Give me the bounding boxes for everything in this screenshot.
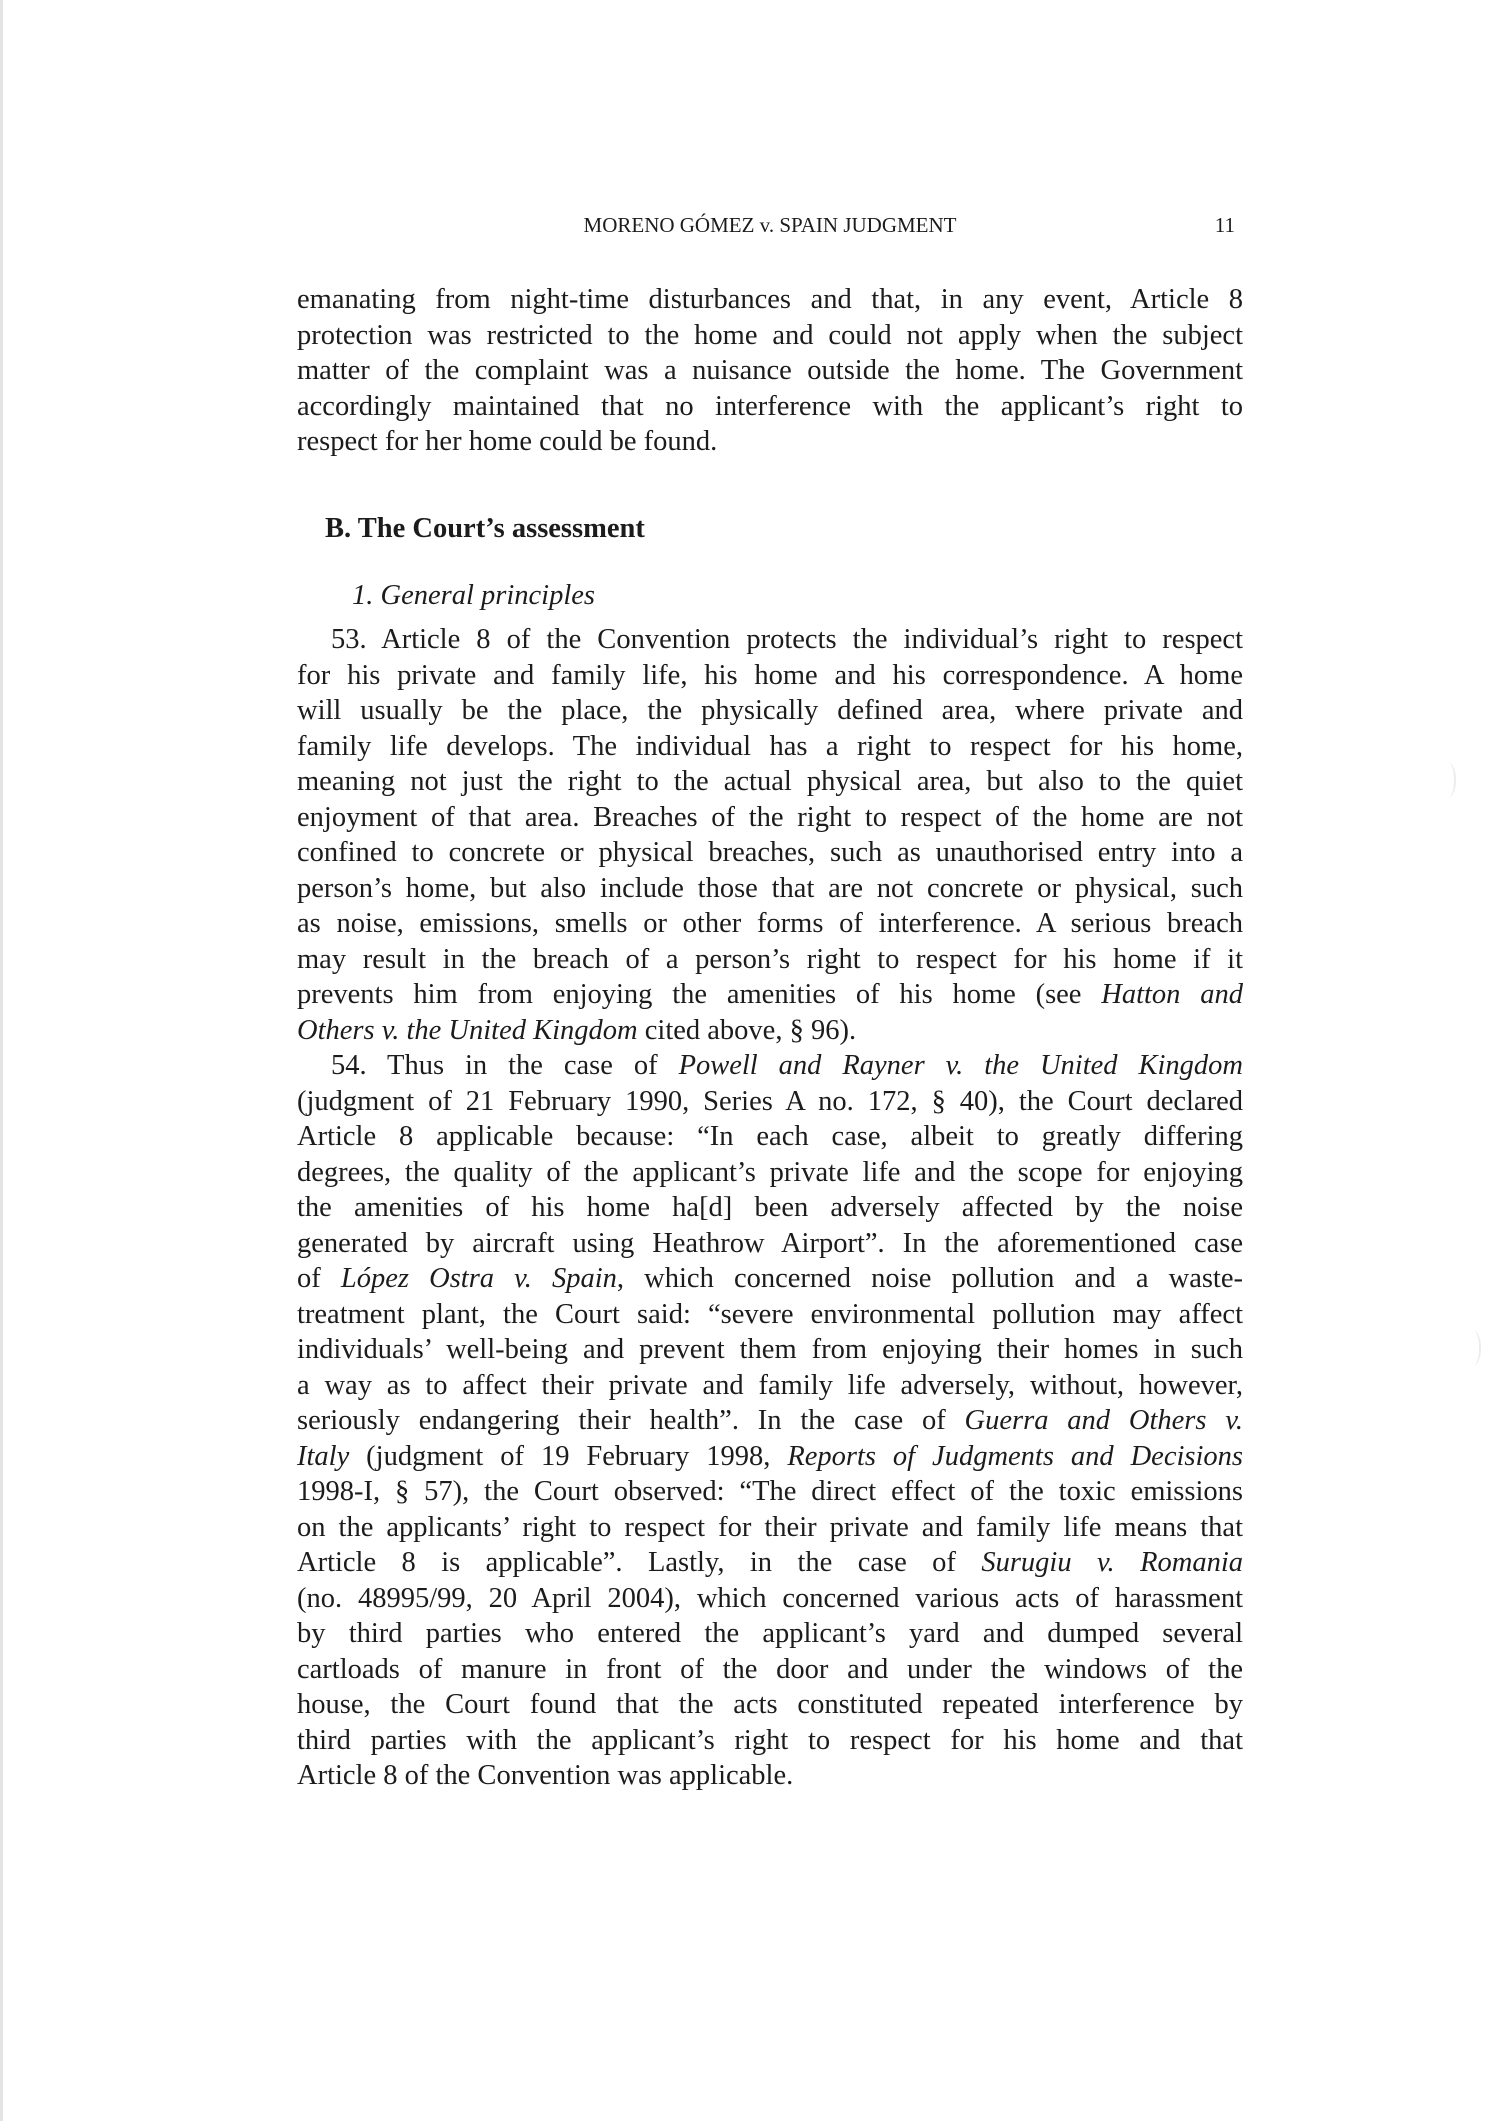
text-line bbox=[297, 1297, 1243, 1333]
case-citation: Italy bbox=[297, 1440, 350, 1472]
running-header bbox=[297, 207, 1243, 243]
text-line bbox=[297, 282, 1243, 318]
line-text: Article 8 of the Convention was applicable. bbox=[297, 1760, 794, 1791]
line-text: for his private and family life, his home and his correspondence. A home bbox=[297, 659, 1243, 691]
text-line bbox=[297, 1687, 1243, 1723]
line-text: meaning not just the right to the actual physical area, but also to the quiet bbox=[297, 766, 1243, 797]
text-line bbox=[297, 389, 1243, 425]
line-text: degrees, the quality of the applicant’s private life and the scope for enjoying bbox=[297, 1156, 1243, 1188]
text-line bbox=[297, 800, 1243, 836]
text-line bbox=[297, 353, 1243, 389]
line-text: emanating from night-time disturbances and that, in any event, Article 8 bbox=[297, 284, 1243, 315]
line-text: Article 8 is applicable”. Lastly, in the case of bbox=[297, 1547, 982, 1578]
text-line bbox=[297, 1155, 1243, 1191]
text-line bbox=[297, 1723, 1243, 1759]
text-line bbox=[297, 977, 1243, 1013]
line-text: matter of the complaint was a nuisance outside the home. The Government bbox=[297, 355, 1243, 386]
text-line bbox=[297, 835, 1243, 871]
scan-mark bbox=[1465, 1330, 1481, 1366]
line-text: respect for her home could be found. bbox=[297, 426, 718, 457]
line-text: protection was restricted to the home and could not apply when the subject bbox=[297, 319, 1243, 351]
text-line bbox=[297, 942, 1243, 978]
case-citation: Hatton and bbox=[1101, 979, 1243, 1010]
line-text: by third parties who entered the applicant’s yard and dumped several bbox=[297, 1618, 1243, 1649]
text-line bbox=[297, 1332, 1243, 1368]
case-citation: Reports of Judgments and Decisions bbox=[787, 1440, 1243, 1472]
text-line bbox=[297, 693, 1243, 729]
line-text: may result in the breach of a person’s right to respect for his home if it bbox=[297, 943, 1243, 975]
text-line bbox=[297, 1403, 1243, 1439]
text-line bbox=[297, 1261, 1243, 1297]
paragraph-continued bbox=[297, 282, 1243, 460]
text-line bbox=[297, 622, 1243, 658]
line-text: a way as to affect their private and family life adversely, without, however, bbox=[297, 1369, 1243, 1401]
line-text: individuals’ well-being and prevent them from enjoying their homes in such bbox=[297, 1334, 1243, 1365]
line-text: (judgment of 19 February 1998, bbox=[349, 1440, 788, 1472]
text-line bbox=[297, 1013, 1243, 1049]
paragraph-1 bbox=[297, 622, 1243, 1048]
case-citation: Powell and Rayner v. the United Kingdom bbox=[678, 1050, 1243, 1081]
text-line bbox=[297, 764, 1243, 800]
line-text: , which concerned noise pollution and a waste- bbox=[616, 1263, 1243, 1294]
line-text: person’s home, but also include those that are not concrete or physical, such bbox=[297, 872, 1243, 904]
line-text: seriously endangering their health”. In the case of bbox=[297, 1405, 965, 1436]
text-line bbox=[297, 1084, 1243, 1120]
scan-mark bbox=[1440, 762, 1456, 798]
case-citation: Others v. the United Kingdom bbox=[297, 1014, 638, 1046]
text-line bbox=[297, 318, 1243, 354]
text-line bbox=[297, 1616, 1243, 1652]
line-text: Article 8 applicable because: “In each case, albeit to greatly differing bbox=[297, 1121, 1243, 1152]
text-line bbox=[297, 1368, 1243, 1404]
text-line bbox=[297, 658, 1243, 694]
line-text: family life develops. The individual has a right to respect for his home, bbox=[297, 730, 1243, 762]
scan-edge bbox=[0, 0, 3, 2121]
line-text: cartloads of manure in front of the door and under the windows of the bbox=[297, 1653, 1243, 1685]
line-text: house, the Court found that the acts constituted repeated interference by bbox=[297, 1689, 1243, 1720]
line-text: 54. Thus in the case of bbox=[331, 1050, 679, 1081]
line-text: the amenities of his home ha[d] been adversely affected by the noise bbox=[297, 1192, 1243, 1223]
paragraph-2 bbox=[297, 1048, 1243, 1794]
line-text: of bbox=[297, 1263, 341, 1294]
section-heading: B. The Court’s assessment bbox=[325, 513, 645, 544]
line-text: as noise, emissions, smells or other forms of interference. A serious breach bbox=[297, 908, 1243, 939]
text-line bbox=[297, 1474, 1243, 1510]
line-text: 53. Article 8 of the Convention protects the individual’s right to respect bbox=[331, 624, 1243, 655]
subsection-heading: 1. General principles bbox=[352, 580, 596, 611]
text-line bbox=[297, 1510, 1243, 1546]
text-line bbox=[297, 1545, 1243, 1581]
text-line bbox=[297, 1119, 1243, 1155]
line-text: (no. 48995/99, 20 April 2004), which concerned various acts of harassment bbox=[297, 1582, 1243, 1614]
line-text: 1998-I, § 57), the Court observed: “The direct effect of the toxic emissions bbox=[297, 1476, 1243, 1507]
header-title: MORENO GÓMEZ v. SPAIN JUDGMENT bbox=[583, 213, 957, 237]
text-line bbox=[297, 729, 1243, 765]
line-text: cited above, § 96). bbox=[637, 1014, 857, 1046]
text-line bbox=[297, 1652, 1243, 1688]
line-text: will usually be the place, the physically defined area, where private and bbox=[297, 695, 1243, 726]
text-line bbox=[297, 1581, 1243, 1617]
text-line bbox=[297, 1439, 1243, 1475]
text-line bbox=[297, 1758, 1243, 1794]
paragraphs-53-54 bbox=[297, 622, 1243, 1794]
page-number: 11 bbox=[1214, 213, 1235, 237]
case-citation: Surugiu v. Romania bbox=[981, 1547, 1243, 1578]
text-line bbox=[297, 1190, 1243, 1226]
line-text: generated by aircraft using Heathrow Airport”. In the aforementioned case bbox=[297, 1227, 1243, 1259]
text-line bbox=[297, 424, 1243, 460]
case-citation: López Ostra v. Spain bbox=[340, 1263, 617, 1294]
line-text: (judgment of 21 February 1990, Series A no. 172, § 40), the Court declared bbox=[297, 1085, 1243, 1117]
paragraph-0 bbox=[297, 282, 1243, 460]
text-line bbox=[297, 906, 1243, 942]
line-text: treatment plant, the Court said: “severe environmental pollution may affect bbox=[297, 1298, 1243, 1330]
line-text: on the applicants’ right to respect for their private and family life means that bbox=[297, 1511, 1243, 1543]
line-text: accordingly maintained that no interference with the applicant’s right to bbox=[297, 390, 1243, 422]
text-line bbox=[297, 1226, 1243, 1262]
text-line bbox=[297, 1048, 1243, 1084]
line-text: third parties with the applicant’s right to respect for his home and that bbox=[297, 1724, 1243, 1756]
line-text: prevents him from enjoying the amenities of his home (see bbox=[297, 979, 1102, 1010]
line-text: confined to concrete or physical breaches, such as unauthorised entry into a bbox=[297, 837, 1243, 868]
line-text: enjoyment of that area. Breaches of the right to respect of the home are not bbox=[297, 801, 1243, 833]
case-citation: Guerra and Others v. bbox=[964, 1405, 1243, 1436]
text-line bbox=[297, 871, 1243, 907]
